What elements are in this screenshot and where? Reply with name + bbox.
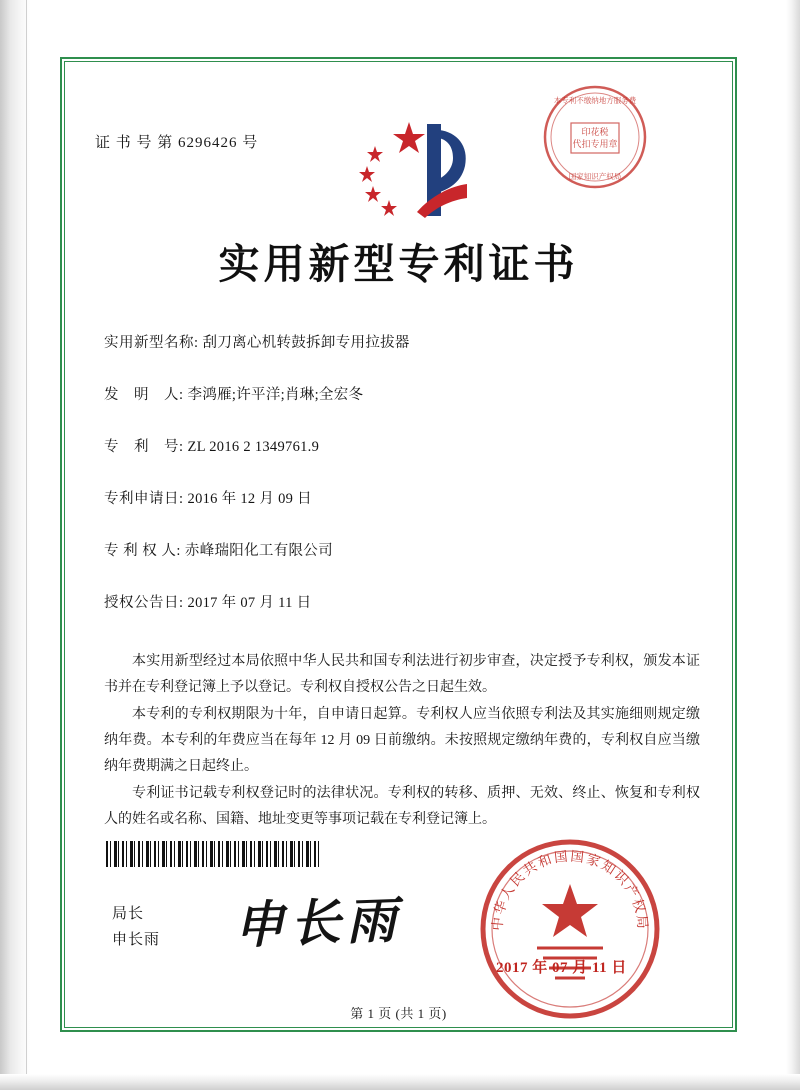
barcode — [106, 841, 322, 867]
paragraph: 本专利的专利权期限为十年，自申请日起算。专利权人应当依照专利法及其实施细则规定缴纳年费。本专利的年费应当在每年 12 月 09 日前缴纳。未按照规定缴纳年费的，专利权自应当缴纳年费期满之日起终止。 — [104, 707, 700, 774]
certificate-content — [64, 61, 733, 1028]
svg-text:中华人民共和国国家知识产权局: 中华人民共和国国家知识产权局 — [489, 848, 651, 932]
cnipa-logo-icon — [339, 116, 469, 226]
field-row — [104, 539, 704, 560]
page-binding-line — [26, 0, 27, 1090]
paragraph: 本实用新型经过本局依照中华人民共和国专利法进行初步审查，决定授予专利权，颁发本证书并在专利登记簿上予以登记。专利权自授权公告之日起生效。 — [104, 654, 700, 695]
official-seal-icon — [477, 836, 663, 1022]
field-value: 2017 年 07 月 11 日 — [187, 595, 312, 611]
page-edge-bottom — [0, 1074, 800, 1090]
field-row — [104, 331, 704, 352]
svg-text:印花税: 印花税 — [581, 128, 609, 138]
patent-fields — [104, 331, 704, 643]
field-label: 专 利 号: — [104, 439, 184, 455]
field-row — [104, 487, 704, 508]
field-value: 刮刀离心机转鼓拆卸专用拉拔器 — [202, 335, 410, 351]
certificate-number: 证 书 号 第 6296426 号 — [95, 135, 259, 151]
svg-text:本专利不缴纳地方服务费: 本专利不缴纳地方服务费 — [553, 96, 637, 105]
page-title: 实用新型专利证书 — [218, 240, 579, 288]
field-label: 专利申请日: — [104, 491, 184, 507]
field-value: 赤峰瑞阳化工有限公司 — [184, 543, 333, 559]
field-label: 专 利 权 人: — [104, 543, 181, 559]
seal-date: 2017 年 07 月 11 日 — [496, 960, 627, 976]
field-value: 李鸿雁;许平洋;肖琳;全宏冬 — [187, 387, 364, 403]
legal-paragraphs — [104, 649, 700, 834]
field-row — [104, 383, 704, 404]
handwritten-signature: 申长雨 — [233, 890, 404, 955]
field-row — [104, 435, 704, 456]
tax-stamp-icon — [541, 83, 649, 191]
signature-block — [112, 901, 160, 953]
svg-text:代扣专用章: 代扣专用章 — [572, 140, 618, 150]
field-value: ZL 2016 2 1349761.9 — [187, 439, 320, 455]
field-row — [104, 591, 704, 612]
field-label: 发 明 人: — [104, 387, 184, 403]
field-label: 实用新型名称: — [104, 335, 199, 351]
signature-name: 申长雨 — [112, 932, 161, 948]
paragraph: 专利证书记载专利权登记时的法律状况。专利权的转移、质押、无效、终止、恢复和专利权人的姓名或名称、国籍、地址变更等事项记载在专利登记簿上。 — [104, 786, 700, 827]
svg-text:国家知识产权局: 国家知识产权局 — [568, 172, 622, 181]
page-footer: 第 1 页 (共 1 页) — [350, 1006, 447, 1021]
field-label: 授权公告日: — [104, 595, 184, 611]
field-value: 2016 年 12 月 09 日 — [187, 491, 312, 507]
page-edge-right — [786, 0, 800, 1090]
signature-title: 局长 — [112, 906, 145, 922]
